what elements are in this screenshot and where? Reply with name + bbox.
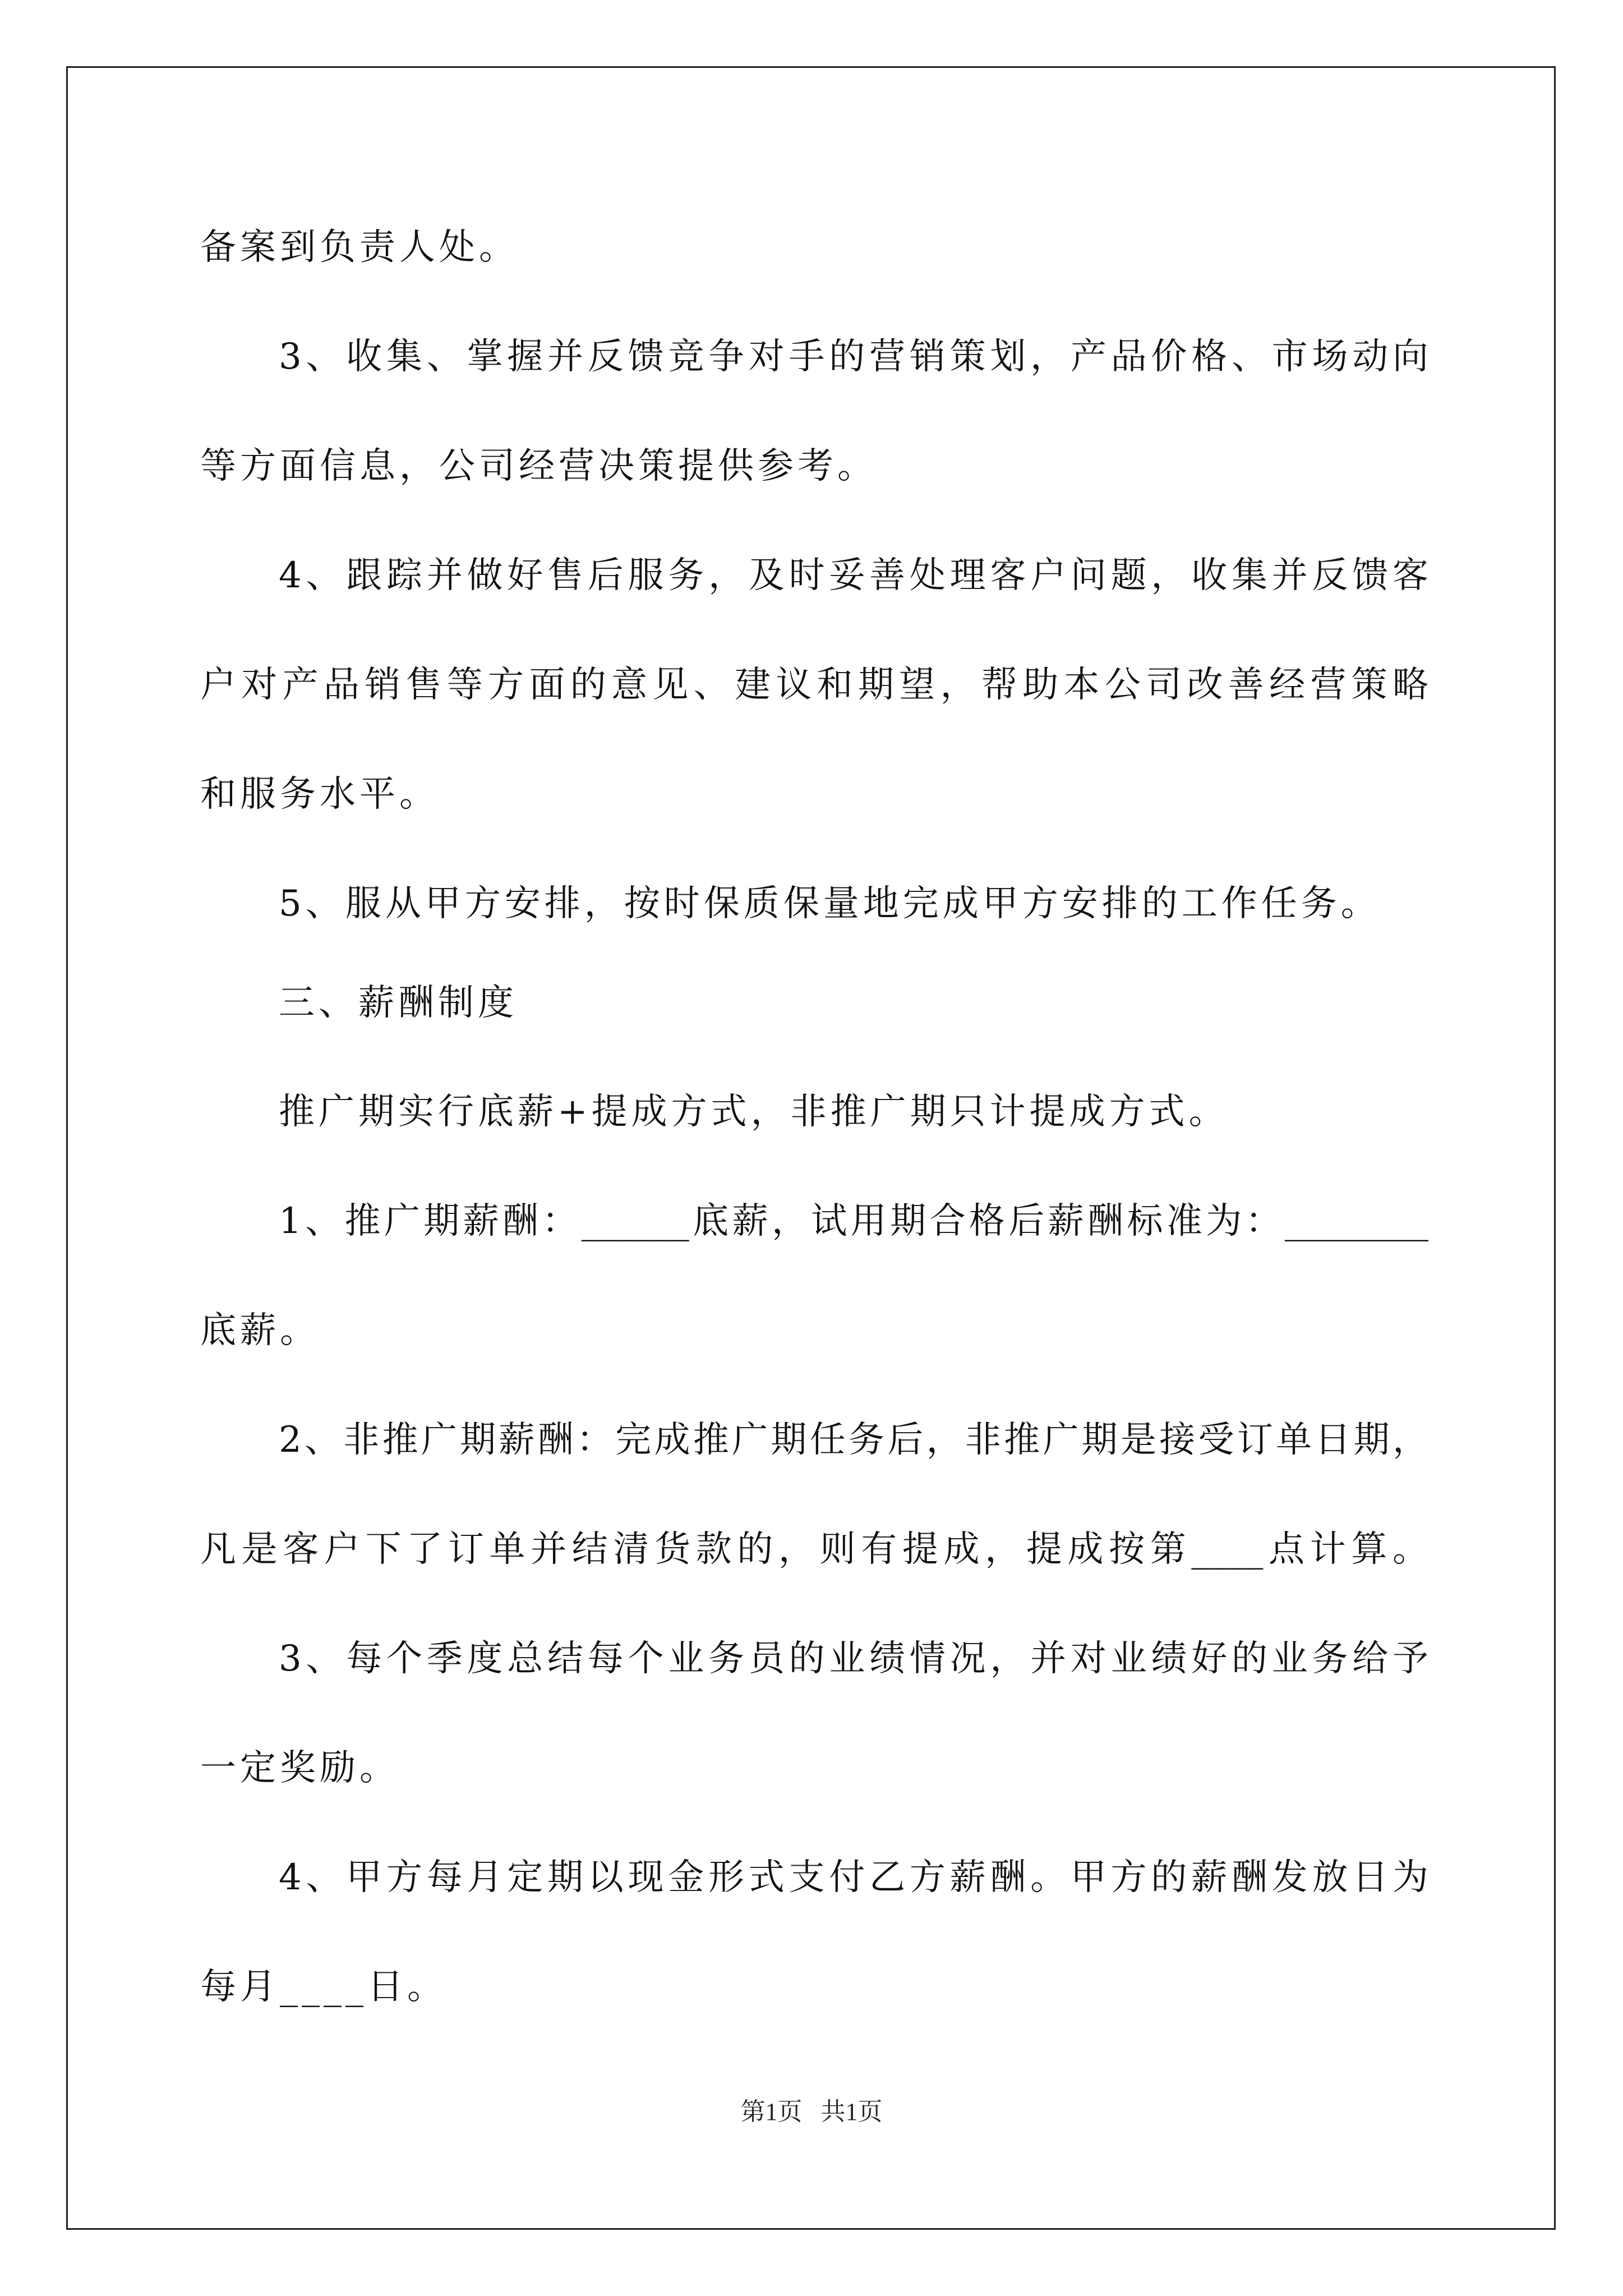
text-line: 底薪。: [200, 1310, 320, 1351]
text-line: 2、非推广期薪酬：完成推广期任务后，非推广期是接受订单日期，: [279, 1419, 1428, 1461]
text-line: 户对产品销售等方面的意见、建议和期望，帮助本公司改善经营策略: [200, 664, 1428, 706]
text-line: 1、推广期薪酬：______底薪，试用期合格后薪酬标准为：________: [279, 1200, 1428, 1242]
text-line: 等方面信息，公司经营决策提供参考。: [200, 445, 877, 487]
text-line: 4、甲方每月定期以现金形式支付乙方薪酬。甲方的薪酬发放日为: [279, 1857, 1428, 1898]
section-heading: 三、薪酬制度: [279, 982, 518, 1024]
page-number-footer: 第1页 共1页: [740, 2098, 883, 2125]
text-line: 备案到负责人处。: [200, 227, 519, 268]
text-line: 凡是客户下了订单并结清货款的，则有提成，提成按第____点计算。: [200, 1529, 1428, 1570]
text-line: 4、跟踪并做好售后服务，及时妥善处理客户问题，收集并反馈客: [279, 555, 1428, 596]
text-line: 一定奖励。: [200, 1747, 399, 1789]
text-line: 5、服从甲方安排，按时保质保量地完成甲方安排的工作任务。: [279, 883, 1381, 924]
text-line: 每月____日。: [200, 1966, 447, 2008]
text-line: 3、每个季度总结每个业务员的业绩情况，并对业绩好的业务给予: [279, 1638, 1428, 1680]
text-line: 3、收集、掌握并反馈竞争对手的营销策划，产品价格、市场动向: [279, 336, 1428, 378]
text-line: 推广期实行底薪+提成方式，非推广期只计提成方式。: [279, 1091, 1229, 1133]
text-line: 和服务水平。: [200, 774, 439, 815]
